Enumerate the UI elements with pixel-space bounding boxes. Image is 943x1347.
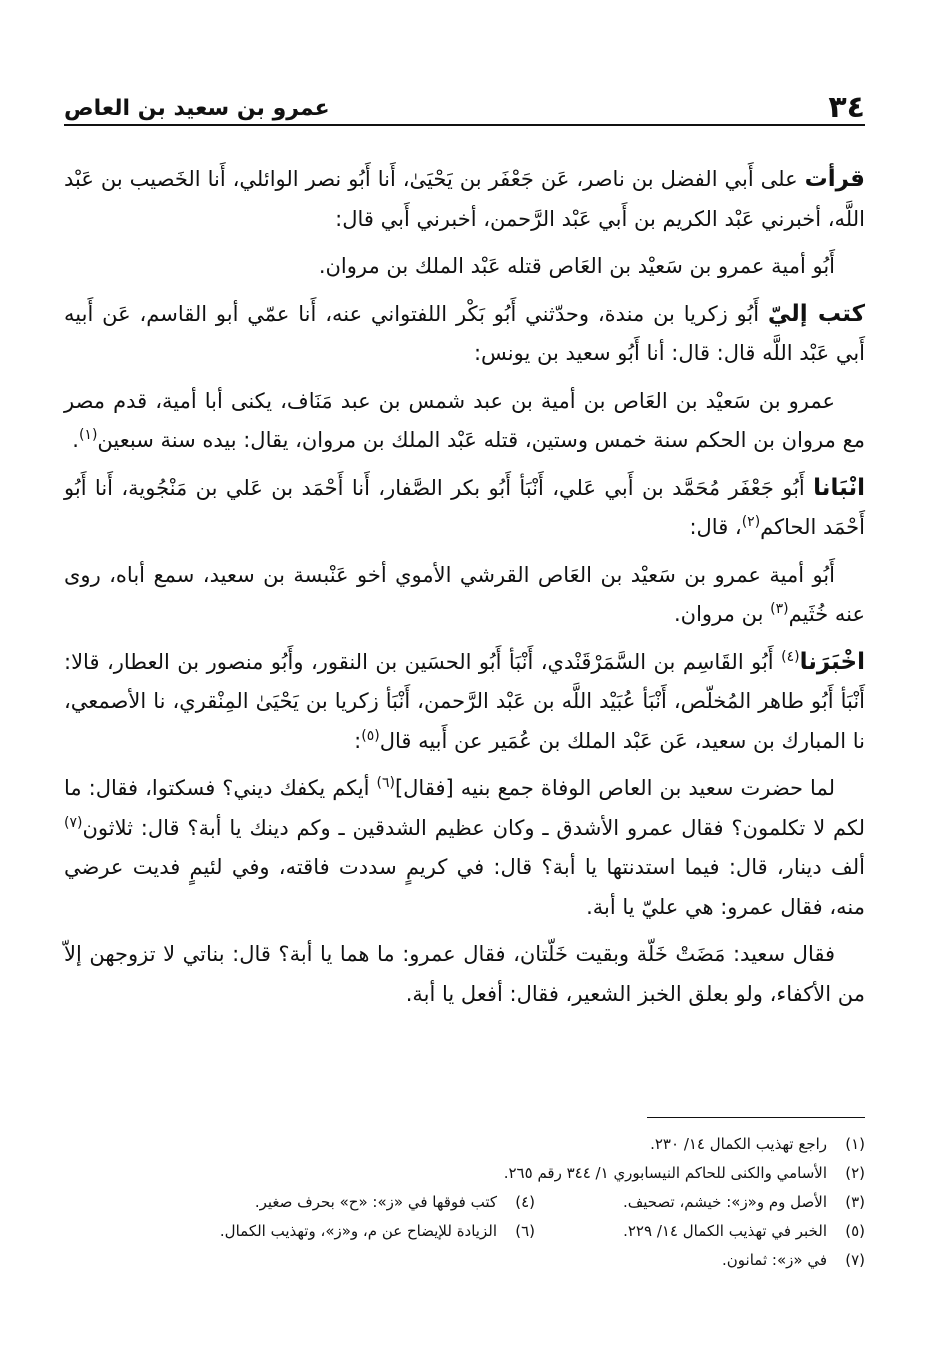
footnote-number: (٥): [845, 1222, 865, 1240]
footnote-number: (٦): [515, 1222, 535, 1240]
footnote-2: [64, 1159, 865, 1188]
paragraph-end: ، قال:: [689, 515, 742, 539]
footnote-number: (٧): [845, 1251, 865, 1269]
paragraph-text: أَبُو أمية عمرو بن سَعيْد بن العَاص قتله عَبْد الملك بن مروان.: [318, 254, 835, 278]
paragraph-7: [64, 643, 865, 762]
footnote-ref-4: (٤): [781, 648, 800, 665]
paragraph-text: أَبُو زكريا بن مندة، وحدّثني أَبُو بَكْر اللفتواني عنه، أَنا عمّي أبو القاسم، عَن أَبيه أَبي عَبْد اللَّه قال: قال: أنا أَبُو سعيد بن يونس:: [64, 301, 865, 365]
footnote-text: راجع تهذيب الكمال ١٤/ ٢٣٠.: [650, 1135, 827, 1153]
footnote-1: [64, 1130, 865, 1159]
footnote-ref-3: (٣): [770, 601, 789, 617]
footnote-row: [64, 1188, 865, 1217]
footnote-ref-5: (٥): [361, 727, 380, 744]
footnote-text: الأسامي والكنى للحاكم النيسابوري ١/ ٣٤٤ رقم ٢٦٥.: [503, 1164, 827, 1182]
footnote-row: [64, 1217, 865, 1246]
footnote-number: (٢): [845, 1164, 865, 1182]
footnote-ref-7: (٧): [64, 814, 83, 831]
paragraph-keyword: كتب إليّ: [767, 300, 865, 327]
paragraph-end: .: [72, 428, 79, 452]
paragraph-4: [64, 382, 865, 461]
paragraph-text: أَبُو القَاسِم بن السَّمَرْقَنْدي، أَنْبَأ أَبُو الحسَين بن النقور، وأَبُو منصور بن العطار، قالا: أَنْبَأ أَبُو طاهر المُخلّص، أَنْبَأ عُبَيْد اللَّه بن عَبْد الرَّحمن، أَنْبَأ زكريا بن يَحْيَىٰ المِنْقري، نا الأصمعي، نا المبارك بن سعيد، عَن عَبْد الملك بن عُمَير عن أَبيه قال: [64, 649, 865, 753]
footnote-ref-1: (١): [78, 427, 98, 443]
paragraph-keyword: اخْبَرَنا: [799, 648, 865, 675]
footnote-text: كتب فوقها في «ز»: «ح» بحرف صغير.: [254, 1193, 497, 1211]
paragraph-2: [64, 247, 865, 287]
footnote-text: في «ز»: ثمانون.: [722, 1251, 827, 1269]
paragraph-8: [64, 769, 865, 927]
paragraph-text: فقال سعيد: مَضَتْ خَلّة وبقيت خَلّتان، فقال عمرو: ما هما يا أبة؟ قال: بناتي لا تزوجهن إلاّ من الأكفاء، ولو بعلق الخبز الشعير، فقال: أفعل يا أبة.: [64, 942, 865, 1006]
footnote-3: [535, 1188, 865, 1217]
footnotes: [64, 1130, 865, 1275]
paragraph-3: [64, 295, 865, 374]
footnote-number: (١): [845, 1135, 865, 1153]
paragraph-text: ألف دينار، قال: فيما استدنتها يا أبة؟ قال: في كريمٍ سددت فاقته، وفي لئيمٍ فديت عرضي منه، فقال عمرو: هي عليّ يا أبة.: [64, 855, 865, 919]
footnote-5: [535, 1217, 865, 1246]
paragraph-5: [64, 469, 865, 548]
footnote-text: الخبر في تهذيب الكمال ١٤/ ٢٢٩.: [623, 1222, 827, 1240]
paragraph-keyword: انْبَانا: [813, 474, 865, 501]
paragraph-1: [64, 160, 865, 239]
paragraph-text: على أَبي الفضل بن ناصر، عَن جَعْفَر بن يَحْيَىٰ، أَنا أَبُو نصر الوائلي، أَنا الخَصيب بن عَبْد اللَّه، أخبرني عَبْد الكريم بن أَبي عَبْد الرَّحمن، أخبرني أَبي قال:: [64, 167, 865, 231]
paragraph-text: أَبُو جَعْفَر مُحَمَّد بن أَبي عَلي، أَنْبَأ أَبُو بكر الصَّفار، أَنا أَحْمَد بن عَلي بن مَنْجُوية، أَنا أَبُو أَحْمَد الحاكم: [64, 475, 865, 539]
footnote-number: (٤): [515, 1193, 535, 1211]
footnote-text: الأصل وم و«ز»: خيشم، تصحيف.: [622, 1193, 827, 1211]
paragraph-end: بن مروان.: [674, 602, 771, 626]
main-text: [64, 160, 865, 1022]
page-number: ٣٤: [828, 90, 865, 125]
paragraph-text: أَبُو أمية عمرو بن سَعيْد بن العَاص القرشي الأموي أخو عَنْبسة بن سعيد، سمع أباه، روى عنه خُثَيم: [64, 562, 865, 626]
footnote-separator: [647, 1117, 865, 1118]
page-header: [64, 88, 865, 126]
paragraph-end: :: [354, 728, 362, 753]
running-title: عمرو بن سعيد بن العاص: [64, 96, 330, 121]
footnote-7: [64, 1246, 865, 1275]
footnote-ref-2: (٢): [741, 514, 761, 530]
paragraph-text: لما حضرت سعيد بن العاص الوفاة جمع بنيه [فقال]: [394, 776, 835, 800]
paragraph-6: [64, 556, 865, 635]
paragraph-9: [64, 935, 865, 1014]
footnote-4: [255, 1188, 535, 1217]
footnote-6: [220, 1217, 535, 1246]
footnote-number: (٣): [845, 1193, 865, 1211]
paragraph-text: عمرو بن سَعيْد بن العَاص بن أمية بن عبد شمس بن عبد مَنَاف، يكنى أبا أمية، قدم مصر مع مروان بن الحكم سنة خمس وستين، قتله عَبْد الملك بن مروان، يقال: بيده سنة سبعين: [64, 388, 865, 452]
footnote-ref-6: (٦): [376, 775, 395, 791]
paragraph-keyword: قرأت: [804, 166, 865, 192]
paragraph-text: أيكم يكفك ديني؟ فسكتوا، فقال: ما لكم لا تكلمون؟ فقال عمرو الأشدق ـ وكان عظيم الشدقين ـ وكم دينك يا أبة؟ قال: ثلاثون: [64, 776, 865, 840]
footnote-text: الزيادة للإيضاح عن م، و«ز»، وتهذيب الكمال.: [219, 1222, 497, 1240]
